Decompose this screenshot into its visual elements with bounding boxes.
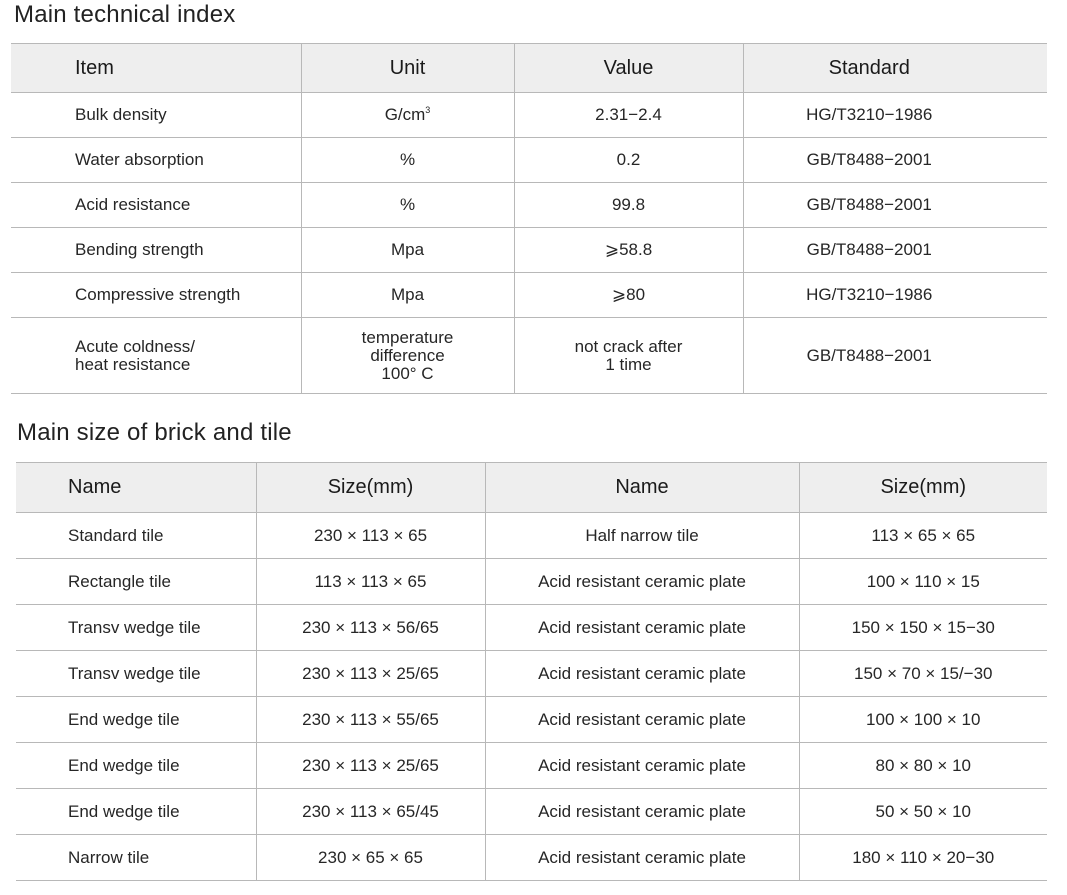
name-cell: Acid resistant ceramic plate [485,697,799,743]
table-row [16,559,1047,605]
size-cell: 230 × 113 × 65/45 [256,789,485,835]
size-cell: 150 × 150 × 15−30 [799,605,1047,651]
unit-cell: % [301,138,514,183]
name-cell: Narrow tile [16,835,256,881]
table-row [16,697,1047,743]
brick-size-title: Main size of brick and tile [17,419,292,446]
item-cell: Water absorption [11,138,301,183]
name-cell: Transv wedge tile [16,605,256,651]
table-row [11,318,1047,394]
size-cell: 113 × 65 × 65 [799,513,1047,559]
value-cell: ⩾58.8 [514,228,743,273]
value-cell: ⩾80 [514,273,743,318]
unit-superscript: 3 [425,105,431,115]
brick-size-table [16,462,1047,881]
name-cell: Acid resistant ceramic plate [485,835,799,881]
name-cell: Acid resistant ceramic plate [485,743,799,789]
size-cell: 80 × 80 × 10 [799,743,1047,789]
item-cell: Bending strength [11,228,301,273]
name-cell: End wedge tile [16,789,256,835]
size-cell: 113 × 113 × 65 [256,559,485,605]
header-value: Value [514,44,743,93]
table-row [16,835,1047,881]
unit-cell: Mpa [301,273,514,318]
header-item: Item [11,44,301,93]
unit-cell [301,93,514,138]
size-cell: 230 × 113 × 25/65 [256,743,485,789]
name-cell: Rectangle tile [16,559,256,605]
item-cell: Compressive strength [11,273,301,318]
unit-text: G/cm [384,105,426,124]
header-size-2: Size(mm) [799,463,1047,513]
size-cell: 100 × 110 × 15 [799,559,1047,605]
table-row [11,93,1047,138]
name-cell: Acid resistant ceramic plate [485,651,799,697]
unit-cell: % [301,183,514,228]
size-cell: 150 × 70 × 15/−30 [799,651,1047,697]
standard-cell: GB/T8488−2001 [743,138,1047,183]
header-name-1: Name [16,463,256,513]
table-row [11,228,1047,273]
item-cell: Acid resistance [11,183,301,228]
name-cell: Acid resistant ceramic plate [485,789,799,835]
size-cell: 230 × 113 × 65 [256,513,485,559]
size-cell: 50 × 50 × 10 [799,789,1047,835]
size-cell: 230 × 113 × 56/65 [256,605,485,651]
header-name-2: Name [485,463,799,513]
table-row [11,273,1047,318]
table-row [11,138,1047,183]
technical-index-title: Main technical index [14,1,236,28]
standard-cell: GB/T8488−2001 [743,318,1047,394]
unit-cell: Mpa [301,228,514,273]
item-cell: Acute coldness/ heat resistance [11,318,301,394]
standard-cell: GB/T8488−2001 [743,183,1047,228]
table-header-row [16,463,1047,513]
size-cell: 230 × 65 × 65 [256,835,485,881]
size-cell: 180 × 110 × 20−30 [799,835,1047,881]
size-cell: 100 × 100 × 10 [799,697,1047,743]
table-header-row [11,44,1047,93]
value-cell: 2.31−2.4 [514,93,743,138]
table-row [16,743,1047,789]
technical-index-table [11,43,1047,394]
value-cell: 0.2 [514,138,743,183]
name-cell: Standard tile [16,513,256,559]
name-cell: Acid resistant ceramic plate [485,559,799,605]
unit-cell: temperature difference 100° C [301,318,514,394]
standard-cell: HG/T3210−1986 [743,93,1047,138]
name-cell: Acid resistant ceramic plate [485,605,799,651]
name-cell: Transv wedge tile [16,651,256,697]
standard-cell: GB/T8488−2001 [743,228,1047,273]
header-unit: Unit [301,44,514,93]
name-cell: Half narrow tile [485,513,799,559]
name-cell: End wedge tile [16,743,256,789]
table-row [11,183,1047,228]
item-cell: Bulk density [11,93,301,138]
value-cell: 99.8 [514,183,743,228]
header-standard: Standard [743,44,1047,93]
value-cell: not crack after 1 time [514,318,743,394]
standard-cell: HG/T3210−1986 [743,273,1047,318]
table-row [16,651,1047,697]
table-row [16,513,1047,559]
header-size-1: Size(mm) [256,463,485,513]
name-cell: End wedge tile [16,697,256,743]
table-row [16,789,1047,835]
table-row [16,605,1047,651]
size-cell: 230 × 113 × 25/65 [256,651,485,697]
size-cell: 230 × 113 × 55/65 [256,697,485,743]
